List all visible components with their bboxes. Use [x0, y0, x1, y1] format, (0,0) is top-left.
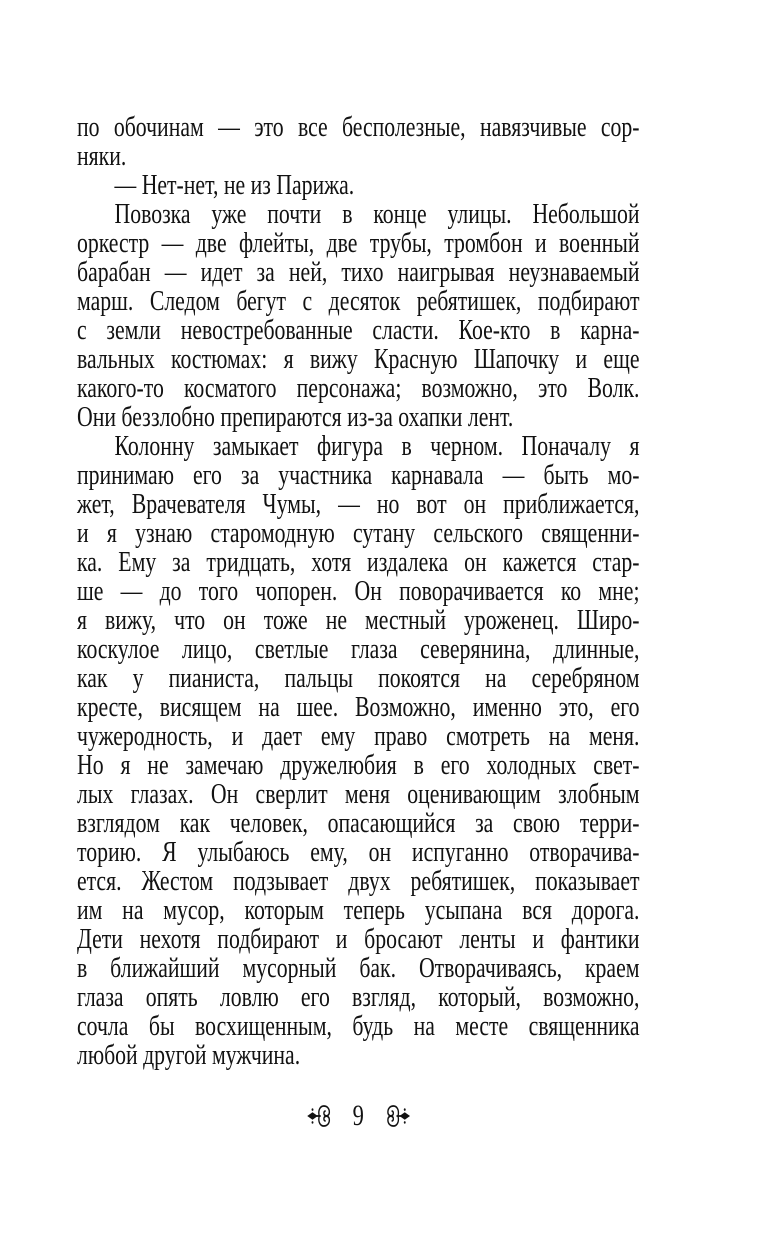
text-line: — Нет-нет, не из Парижа.: [114, 169, 355, 201]
text-line: взглядом как человек, опасающийся за свою терри-: [77, 807, 640, 839]
text-line: жет, Врачевателя Чумы, — но вот он приближается,: [77, 488, 640, 520]
text-line: Колонну замыкает фигура в черном. Поначалу я: [114, 430, 640, 462]
text-line: чужеродность, и дает ему право смотреть на меня.: [77, 720, 640, 752]
page-number: 9: [352, 1099, 364, 1132]
text-line: няки.: [77, 140, 127, 172]
page-text: [77, 113, 640, 1130]
text-line: марш. Следом бегут с десяток ребятишек, подбирают: [77, 285, 640, 317]
text-line: ка. Ему за тридцать, хотя издалека он кажется стар-: [77, 546, 640, 578]
paragraph: [77, 200, 640, 432]
text-line: ше — до того чопорен. Он поворачивается ко мне;: [77, 575, 640, 607]
text-line: сочла бы восхищенным, будь на месте священника: [77, 1010, 640, 1042]
text-line: Но я не замечаю дружелюбия в его холодных свет-: [77, 749, 640, 781]
text-line: коскулое лицо, светлые глаза северянина, длинные,: [77, 633, 640, 665]
text-line: принимаю его за участника карнавала — быть мо-: [77, 459, 640, 491]
text-line: любой другой мужчина.: [77, 1039, 301, 1071]
text-line: с земли невостребованные сласти. Кое-кто в карна-: [77, 314, 640, 346]
text-line: торию. Я улыбаюсь ему, он испуганно отворачива-: [77, 836, 640, 868]
text-line: лых глазах. Он сверлит меня оценивающим злобным: [77, 778, 640, 810]
paragraph: [77, 432, 640, 1070]
text-line: оркестр — две флейты, две трубы, тромбон и военный: [77, 227, 640, 259]
paragraph: [77, 171, 640, 200]
text-line: какого-то косматого персонажа; возможно, это Волк.: [77, 372, 640, 404]
text-line: Повозка уже почти в конце улицы. Небольшой: [114, 198, 640, 230]
text-line: глаза опять ловлю его взгляд, который, возможно,: [77, 981, 640, 1013]
text-line: кресте, висящем на шее. Возможно, именно это, его: [77, 691, 640, 723]
text-line: вальных костюмах: я вижу Красную Шапочку и еще: [77, 343, 640, 375]
text-line: им на мусор, которым теперь усыпана вся дорога.: [77, 894, 640, 926]
text-line: ется. Жестом подзывает двух ребятишек, показывает: [77, 865, 640, 897]
text-line: Дети нехотя подбирают и бросают ленты и фантики: [77, 923, 640, 955]
text-line: в ближайший мусорный бак. Отворачиваясь, краем: [77, 952, 640, 984]
fleuron-right-icon: [383, 1104, 410, 1128]
paragraph: [77, 113, 640, 171]
paragraphs-container: [77, 113, 640, 1070]
page-footer: [77, 1101, 640, 1130]
text-line: Они беззлобно препираются из-за охапки лент.: [77, 401, 514, 433]
text-line: по обочинам — это все бесполезные, навязчивые сор-: [77, 111, 640, 143]
text-line: барабан — идет за ней, тихо наигрывая неузнаваемый: [77, 256, 640, 288]
text-line: как у пианиста, пальцы покоятся на серебряном: [77, 662, 640, 694]
text-line: я вижу, что он тоже не местный уроженец. Широ-: [77, 604, 640, 636]
text-line: и я узнаю старомодную сутану сельского священни-: [77, 517, 640, 549]
fleuron-left-icon: [306, 1104, 333, 1128]
